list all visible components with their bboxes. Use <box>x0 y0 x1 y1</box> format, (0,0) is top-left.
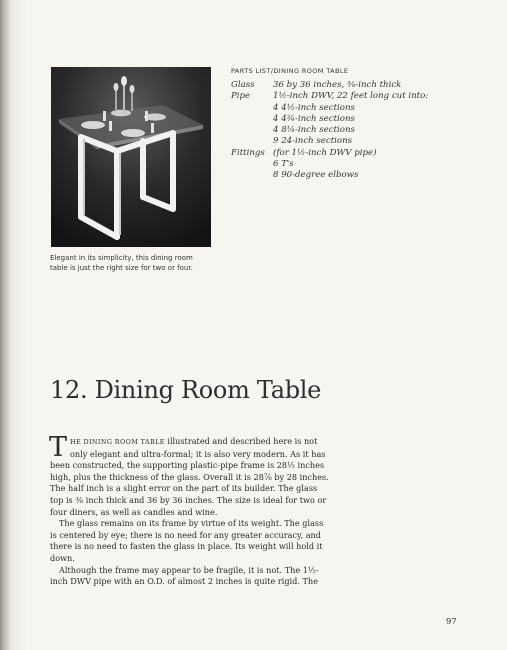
text-line: four diners, as well as candles and wine. <box>50 506 218 517</box>
body-text <box>49 432 433 588</box>
table-illustration <box>51 67 211 247</box>
parts-value: (for 1½-inch DWV pipe) <box>273 147 377 158</box>
parts-list-title: PARTS LIST/DINING ROOM TABLE <box>231 67 349 75</box>
parts-row <box>231 159 428 170</box>
parts-list <box>231 67 481 182</box>
parts-value: 6 T's <box>273 159 294 170</box>
parts-row <box>231 170 428 181</box>
text-line: there is no need to fasten the glass in place. Its weight will hold it <box>50 541 323 552</box>
small-caps-lead: HE DINING ROOM TABLE <box>70 438 165 446</box>
text-line: inch DWV pipe with an O.D. of almost 2 inches is quite rigid. The <box>50 576 318 587</box>
parts-value: 1½-inch DWV, 22 feet long cut into: <box>273 91 429 102</box>
drop-cap: T <box>49 432 68 463</box>
parts-row <box>231 136 428 147</box>
paragraph <box>50 565 433 588</box>
text-line: The glass remains on its frame by virtue of its weight. The glass <box>59 518 324 529</box>
paragraph <box>50 518 433 564</box>
parts-row <box>231 114 428 125</box>
caption-line: Elegant in its simplicity, this dining room <box>50 254 193 262</box>
text-line: been constructed, the supporting plastic-pipe frame is 28½ inches <box>50 460 325 471</box>
parts-row <box>231 148 428 159</box>
parts-row <box>231 80 428 91</box>
chapter-title: 12. Dining Room Table <box>50 376 322 404</box>
parts-label <box>231 136 273 147</box>
binding-gutter-shadow <box>0 0 10 650</box>
parts-value: 36 by 36 inches, ⅜-inch thick <box>273 80 402 90</box>
text-line: top is ⅜ inch thick and 36 by 36 inches. The size is ideal for two or <box>50 494 327 505</box>
text-run: illustrated and described here is not <box>164 436 318 446</box>
text-line: The half inch is a slight error on the part of its builder. The glass <box>50 483 318 494</box>
parts-value: 4 8¼-inch sections <box>273 125 355 136</box>
parts-label <box>231 170 273 181</box>
parts-label <box>231 114 273 125</box>
text-line: high, plus the thickness of the glass. Overall it is 28⅞ by 28 inches. <box>50 471 329 482</box>
parts-label <box>231 125 273 136</box>
parts-row <box>231 103 428 114</box>
parts-value: 9 24-inch sections <box>273 136 353 147</box>
dining-table-photo <box>51 67 211 247</box>
text-line: is centered by eye; there is no need for any greater accuracy, and <box>50 529 321 540</box>
parts-list-table <box>231 80 428 182</box>
parts-label: Fittings <box>231 147 265 158</box>
text-line: only elegant and ultra-formal; it is also very modern. As it has <box>70 448 326 459</box>
parts-value: 8 90-degree elbows <box>273 170 359 181</box>
text-line: Although the frame may appear to be fragile, it is not. The 1½- <box>59 564 319 575</box>
parts-label: Glass <box>231 80 255 90</box>
page-number: 97 <box>446 617 457 627</box>
paragraph <box>49 432 433 518</box>
text-line: down. <box>50 552 75 563</box>
parts-value: 4 4½-inch sections <box>273 102 355 113</box>
parts-label: Pipe <box>231 91 251 102</box>
parts-value: 4 4¾-inch sections <box>273 113 355 124</box>
parts-row <box>231 125 428 136</box>
parts-label <box>231 159 273 170</box>
parts-row <box>231 91 428 102</box>
photo-caption <box>50 253 220 273</box>
parts-label <box>231 103 273 114</box>
caption-line: table is just the right size for two or four. <box>50 264 193 272</box>
text-line <box>50 436 433 449</box>
